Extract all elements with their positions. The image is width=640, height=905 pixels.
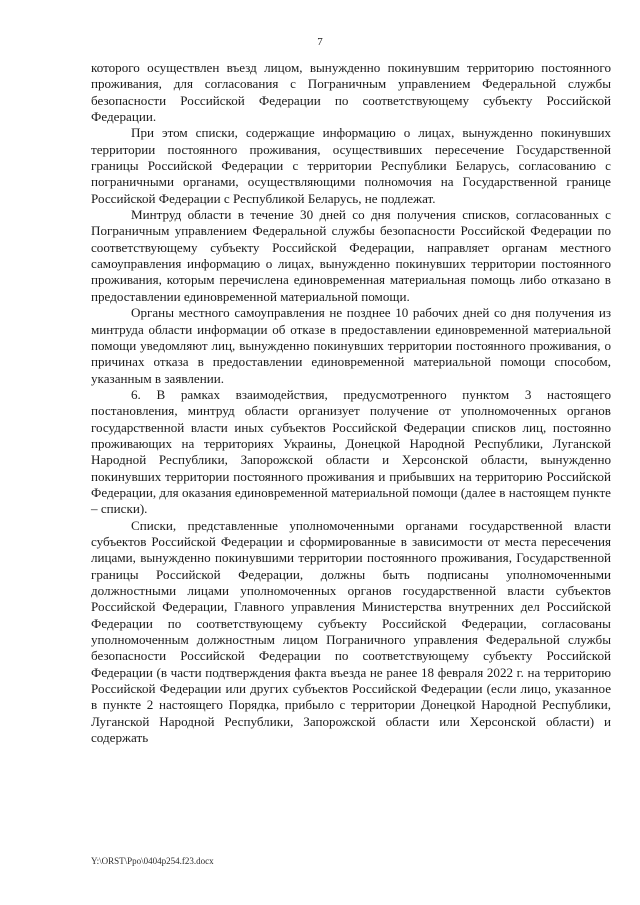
footer-file-path: Y:\ORST\Ppo\0404p254.f23.docx: [91, 856, 214, 866]
paragraph-continuation: которого осуществлен въезд лицом, вынужденно покинувшим территорию постоянного проживания, для согласования с Пограничным управлением Федеральной службы безопасности Российской Федерации по соответствующему субъекту Российской Федерации.: [91, 60, 611, 125]
document-body: [91, 60, 611, 746]
paragraph-local-authorities-notice: Органы местного самоуправления не позднее 10 рабочих дней со дня получения из минтруда области информации об отказе в предоставлении единовременной материальной помощи уведомляют лиц, вынужденно покинувших территории постоянного проживания, о причинах отказа в предоставлении единовременной материальной помощи способом, указанным в заявлении.: [91, 305, 611, 386]
paragraph-item-6: 6. В рамках взаимодействия, предусмотренного пунктом 3 настоящего постановления, минтруд области организует получение от уполномоченных органов государственной власти иных субъектов Российской Федерации списков лиц, постоянно проживающих на территориях Украины, Донецкой Народной Республики, Луганской Народной Республики, Запорожской области и Херсонской области, вынужденно покинувших территории постоянного проживания и прибывших на территорию Российской Федерации, для оказания единовременной материальной помощи (далее в настоящем пункте – списки).: [91, 386, 611, 517]
paragraph-lists-requirements: Списки, представленные уполномоченными органами государственной власти субъектов Российской Федерации и сформированные в зависимости от места пересечения лицами, вынужденно покинувшими территории постоянного проживания, Государственной границы Российской Федерации, должны быть подписаны уполномоченными должностными лицами уполномоченных органов государственной власти субъектов Российской Федерации, Главного управления Министерства внутренних дел Российской Федерации по соответствующему субъекту Российской Федерации, согласованы уполномоченным должностным лицом Пограничного управления Федеральной службы безопасности Российской Федерации по соответствующему субъекту Российской Федерации (в части подтверждения факта въезда не ранее 18 февраля 2022 г. на территорию Российской Федерации или других субъектов Российской Федерации (если лицо, указанное в пункте 2 настоящего Порядка, прибыло с территории Донецкой Народной Республики, Луганской Народной Республики, Запорожской области или Херсонской области) и содержать: [91, 517, 611, 746]
page-number: 7: [317, 36, 323, 48]
paragraph-belarus-exemption: При этом списки, содержащие информацию о лицах, вынужденно покинувших территории постоянного проживания, осуществивших пересечение Государственной границы Российской Федерации с территории Республики Беларусь, согласованию с пограничными органами, осуществляющими полномочия на Государственной границе Российской Федерации с Республикой Беларусь, не подлежат.: [91, 125, 611, 206]
paragraph-mintrud-30-days: Минтруд области в течение 30 дней со дня получения списков, согласованных с Пограничным управлением Федеральной службы безопасности Российской Федерации по соответствующему субъекту Российской Федерации, направляет органам местного самоуправления информацию о лицах, вынужденно покинувших территории постоянного проживания, которым перечислена единовременная материальная помощь либо отказано в предоставлении единовременной материальной помощи.: [91, 207, 611, 304]
